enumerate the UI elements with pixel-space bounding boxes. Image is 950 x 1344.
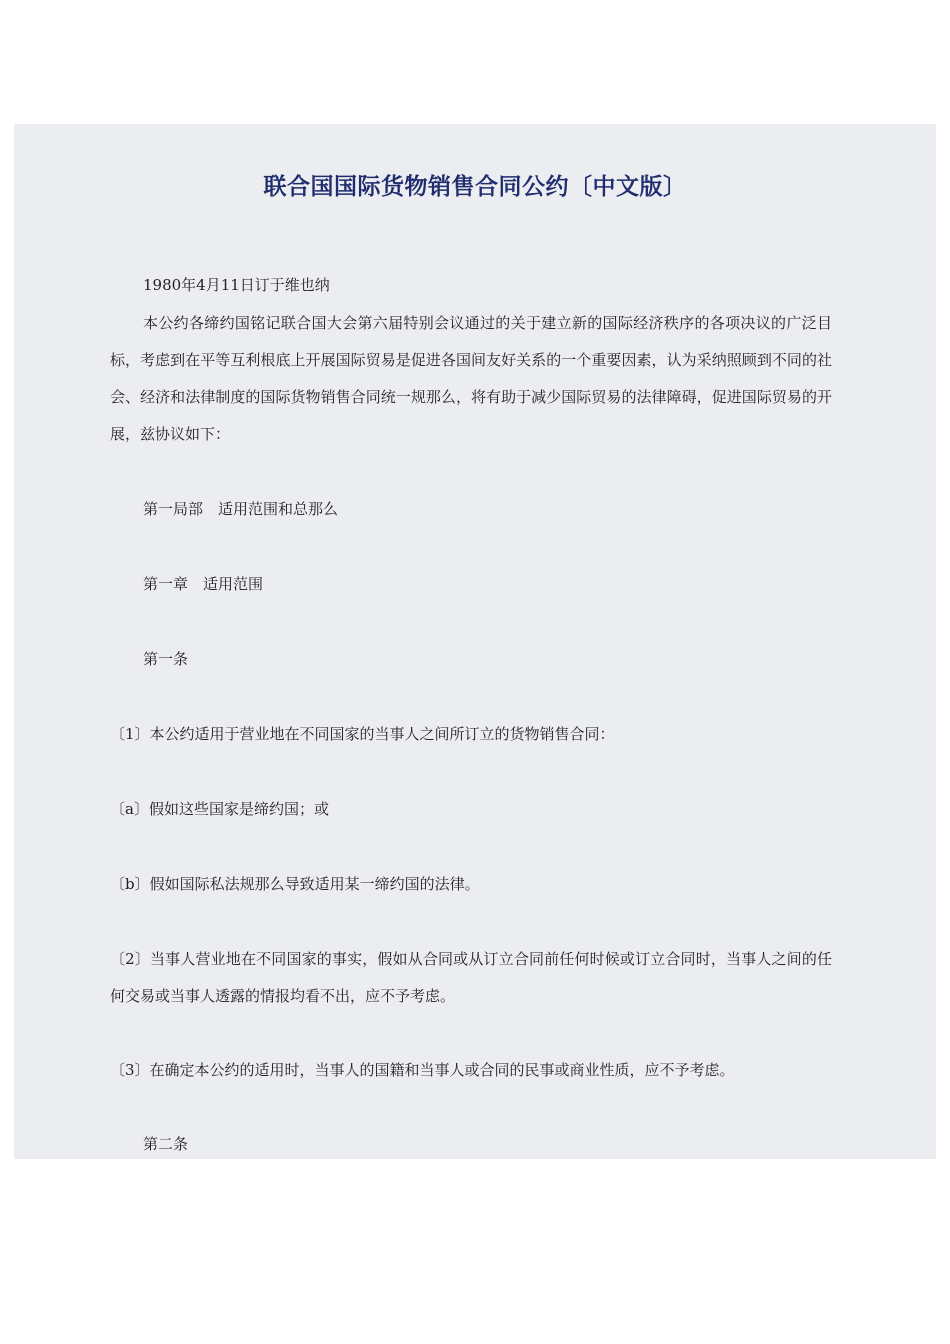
article-1-clause-1a: 〔a〕假如这些国家是缔约国；或	[110, 800, 329, 818]
article-1-clause-2: 〔2〕当事人营业地在不同国家的事实，假如从合同或从订立合同前任何时候或订立合同时，当事人之间的任何交易或当事人透露的情报均看不出，应不予考虑。	[110, 950, 832, 1005]
article-1-clause-1b: 〔b〕假如国际私法规那么导致适用某一缔约国的法律。	[110, 875, 480, 893]
article-1-heading: 第一条	[143, 650, 189, 668]
preamble-paragraph: 本公约各缔约国铭记联合国大会第六届特别会议通过的关于建立新的国际经济秩序的各项决议的广泛目标，考虑到在平等互利根底上开展国际贸易是促进各国间友好关系的一个重要因素，认为采纳照顾到不同的社会、经济和法律制度的国际货物销售合同统一规那么，将有助于减少国际贸易的法律障碍，促进国际贸易的开展，兹协议如下：	[110, 314, 832, 443]
date-line: 1980年4月11日订于维也纳	[143, 276, 330, 294]
article-1-clause-3: 〔3〕在确定本公约的适用时，当事人的国籍和当事人或合同的民事或商业性质，应不予考虑。	[110, 1061, 735, 1079]
document-title: 联合国国际货物销售合同公约〔中文版〕	[263, 174, 687, 200]
document-page	[14, 124, 936, 1159]
part-heading: 第一局部 适用范围和总那么	[143, 500, 339, 518]
chapter-heading: 第一章 适用范围	[143, 575, 264, 593]
article-1-clause-1: 〔1〕本公约适用于营业地在不同国家的当事人之间所订立的货物销售合同：	[110, 725, 615, 743]
article-2-heading: 第二条	[143, 1135, 189, 1153]
